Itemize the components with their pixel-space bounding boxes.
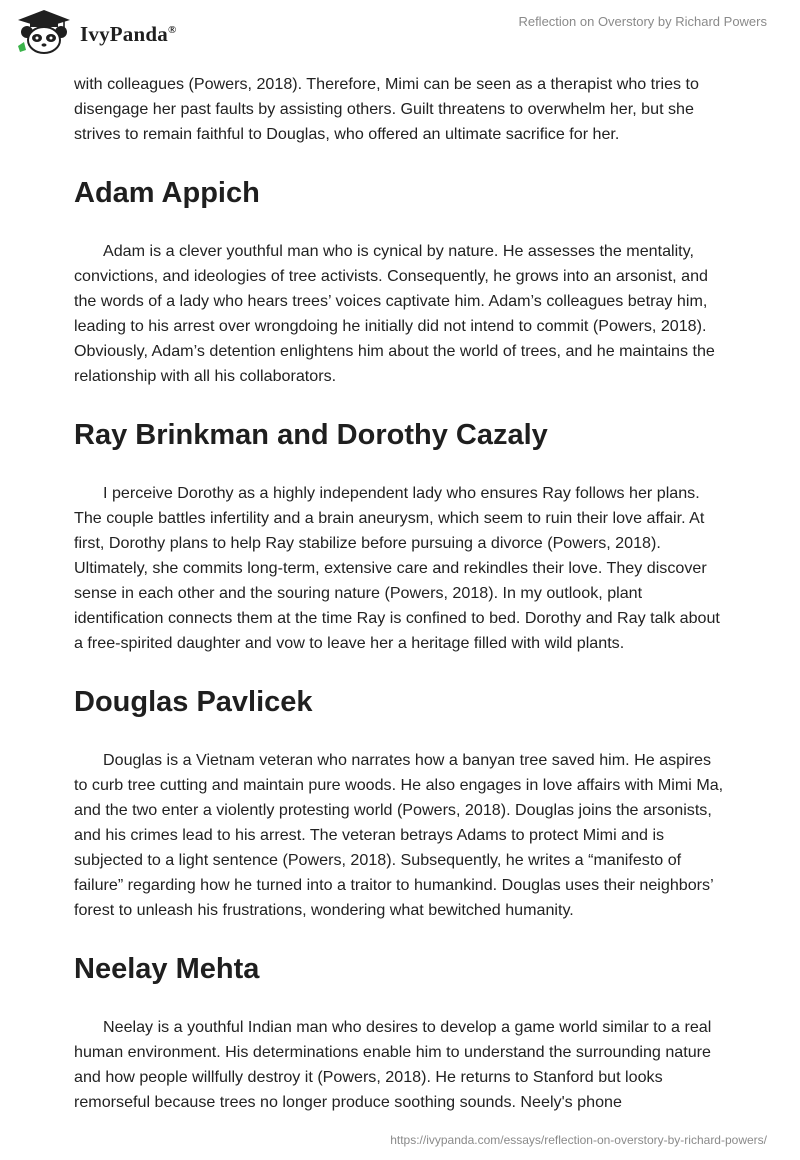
section-paragraph-ray-dorothy: I perceive Dorothy as a highly independent lady who ensures Ray follows her plans. The couple battles infertility and a brain aneurysm, which seem to ruin their love affair. At first, Dorothy plans to help Ray stabilize before pursuing a divorce (Powers, 2018). Ultimately, she commits long-term, extensive care and rekindles their love. They discover sense in each other and the souring nature (Powers, 2018). In my outlook, plant identification connects them at the time Ray is confined to bed. Dorothy and Ray talk about a free-spirited daughter and vow to leave her a heritage filled with wild plants. (74, 484, 720, 652)
section-heading-douglas-pavlicek: Douglas Pavlicek (74, 686, 313, 718)
source-url-link[interactable]: https://ivypanda.com/essays/reflection-on-overstory-by-richard-powers/ (390, 1133, 767, 1147)
essay-content (74, 72, 726, 1115)
section-paragraph-neelay-mehta: Neelay is a youthful Indian man who desires to develop a game world similar to a real human environment. His determinations enable him to understand the surrounding nature and how people willfully destroy it (Powers, 2018). He returns to Stanford but looks remorseful because trees no longer produce soothing sounds. Neely's phone (74, 1018, 712, 1111)
section-heading-adam-appich: Adam Appich (74, 177, 260, 209)
brand-name[interactable]: IvyPanda® (80, 22, 177, 46)
section-paragraph-adam-appich: Adam is a clever youthful man who is cynical by nature. He assesses the mentality, convictions, and ideologies of tree activists. Consequently, he grows into an arsonist, and the words of a lady who hears trees’ voices captivate him. Adam’s colleagues betray him, leading to his arrest over wrongdoing he initially did not intend to commit (Powers, 2018). Obviously, Adam’s detention enlightens him about the world of trees, and he maintains the relationship with all his collaborators. (74, 242, 715, 385)
document-title: Reflection on Overstory by Richard Powers (518, 14, 767, 29)
section-paragraph-douglas-pavlicek: Douglas is a Vietnam veteran who narrates how a banyan tree saved him. He aspires to curb tree cutting and maintain pure woods. He also engages in love affairs with Mimi Ma, and the two enter a violently protesting world (Powers, 2018). Douglas joins the arsonists, and his crimes lead to his arrest. The veteran betrays Adams to protect Mimi and is subjected to a light sentence (Powers, 2018). Subsequently, he writes a “manifesto of failure” regarding how he turned into a traitor to humankind. Douglas uses their neighbors’ forest to unleash his frustrations, wondering what bewitched humanity. (74, 751, 724, 919)
page-header (0, 0, 800, 66)
section-heading-ray-dorothy: Ray Brinkman and Dorothy Cazaly (74, 419, 548, 451)
intro-paragraph: with colleagues (Powers, 2018). Therefore, Mimi can be seen as a therapist who tries to disengage her past faults by assisting others. Guilt threatens to overwhelm her, but she strives to remain faithful to Douglas, who offered an ultimate sacrifice for her. (74, 75, 699, 143)
panda-graduate-logo-icon[interactable] (14, 6, 74, 56)
section-heading-neelay-mehta: Neelay Mehta (74, 953, 260, 985)
